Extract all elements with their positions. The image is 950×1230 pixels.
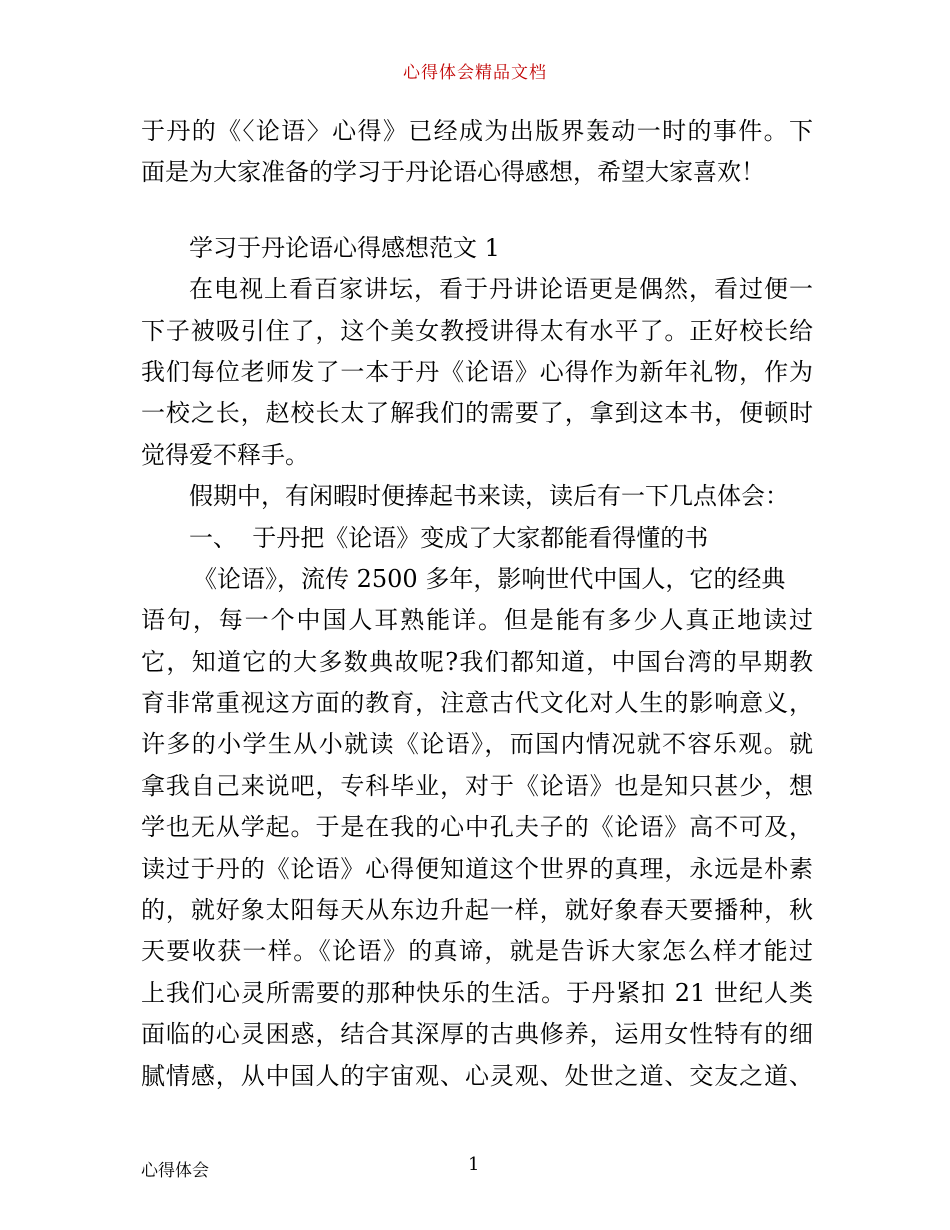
text-line: 上我们心灵所需要的那种快乐的生活。于丹紧扣 21 世纪人类	[141, 978, 813, 1007]
text-line: 语句，每一个中国人耳熟能详。但是能有多少人真正地读过	[141, 606, 813, 635]
text-line: 觉得爱不释手。	[141, 440, 309, 469]
section-heading: 学习于丹论语心得感想范文 1	[189, 233, 500, 262]
text-line: 拿我自己来说吧，专科毕业，对于《论语》也是知只甚少，想	[141, 771, 813, 800]
paragraph-gap	[141, 194, 813, 228]
text-line: 我们每位老师发了一本于丹《论语》心得作为新年礼物，作为	[141, 357, 813, 386]
document-body	[141, 111, 813, 1097]
page-header: 心得体会精品文档	[403, 63, 547, 83]
text-line: 许多的小学生从小就读《论语》，而国内情况就不容乐观。就	[141, 730, 813, 759]
text-line: 天要收获一样。《论语》的真谛，就是告诉大家怎么样才能过	[141, 937, 813, 966]
text-line: 面临的心灵困惑，结合其深厚的古典修养，运用女性特有的细	[141, 1020, 813, 1049]
text-line: 育非常重视这方面的教育，注意古代文化对人生的影响意义，	[141, 689, 813, 718]
text-line: 的，就好象太阳每天从东边升起一样，就好象春天要播种，秋	[141, 896, 813, 925]
page-number: 1	[468, 1154, 480, 1175]
text-line: 《论语》，流传 2500 多年，影响世代中国人，它的经典	[193, 564, 786, 593]
text-line: 腻情感，从中国人的宇宙观、心灵观、处世之道、交友之道、	[141, 1061, 813, 1090]
list-heading: 一、 于丹把《论语》变成了大家都能看得懂的书	[189, 523, 709, 552]
text-line: 它，知道它的大多数典故呢?我们都知道，中国台湾的早期教	[141, 647, 813, 676]
text-line: 学也无从学起。于是在我的心中孔夫子的《论语》高不可及，	[141, 813, 813, 842]
text-line: 于丹的《〈论语〉心得》已经成为出版界轰动一时的事件。下	[141, 117, 813, 145]
text-line: 一校之长，赵校长太了解我们的需要了，拿到这本书，便顿时	[141, 399, 813, 428]
page-footer-label: 心得体会	[141, 1161, 209, 1181]
text-line: 下子被吸引住了，这个美女教授讲得太有水平了。正好校长给	[141, 316, 813, 345]
text-line: 假期中，有闲暇时便捧起书来读，读后有一下几点体会：	[189, 482, 789, 511]
text-line: 在电视上看百家讲坛，看于丹讲论语更是偶然，看过便一	[189, 275, 813, 304]
text-line: 读过于丹的《论语》心得便知道这个世界的真理，永远是朴素	[141, 854, 813, 883]
text-line: 面是为大家准备的学习于丹论语心得感想，希望大家喜欢！	[141, 158, 765, 187]
